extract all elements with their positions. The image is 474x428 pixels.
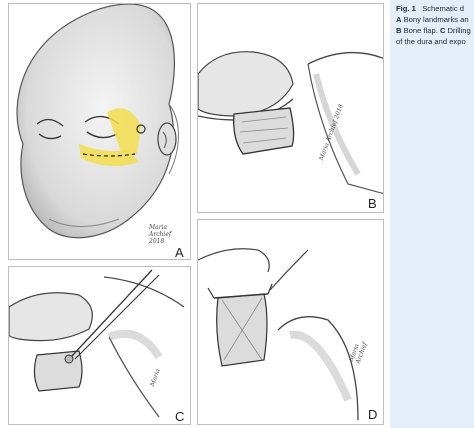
caption-title: Schematic d	[422, 4, 464, 13]
caption-letter-b: B	[396, 26, 402, 35]
dura-exposure-illustration	[198, 220, 384, 425]
signature-d: Maria Archief	[348, 341, 369, 365]
caption-letter-c: C	[439, 26, 446, 35]
panel-a	[8, 3, 191, 260]
drilling-illustration	[9, 267, 191, 425]
signature-a: Maria Archief 2018	[149, 224, 172, 245]
head-illustration	[9, 4, 191, 260]
caption-line-a: Bony landmarks an	[403, 15, 469, 24]
caption-line-d: of the dura and expo	[396, 37, 466, 46]
bone-flap-illustration	[198, 4, 384, 213]
signature-b: Maria Archief 2018	[318, 103, 345, 162]
panel-c	[8, 266, 191, 425]
panel-label-b: B	[368, 196, 377, 211]
figure-caption	[396, 3, 474, 47]
caption-line-c: Drilling	[447, 26, 471, 35]
caption-box	[390, 0, 474, 428]
panel-label-d: D	[368, 407, 378, 422]
panel-label-c: C	[175, 409, 185, 424]
panel-b	[197, 3, 384, 213]
panel-label-a: A	[175, 245, 184, 260]
fig-label: Fig. 1	[396, 4, 416, 13]
panel-d	[197, 219, 384, 425]
signature-c: Maria	[149, 367, 162, 388]
caption-letter-a: A	[396, 15, 402, 24]
caption-line-b: Bone flap.	[403, 26, 438, 35]
